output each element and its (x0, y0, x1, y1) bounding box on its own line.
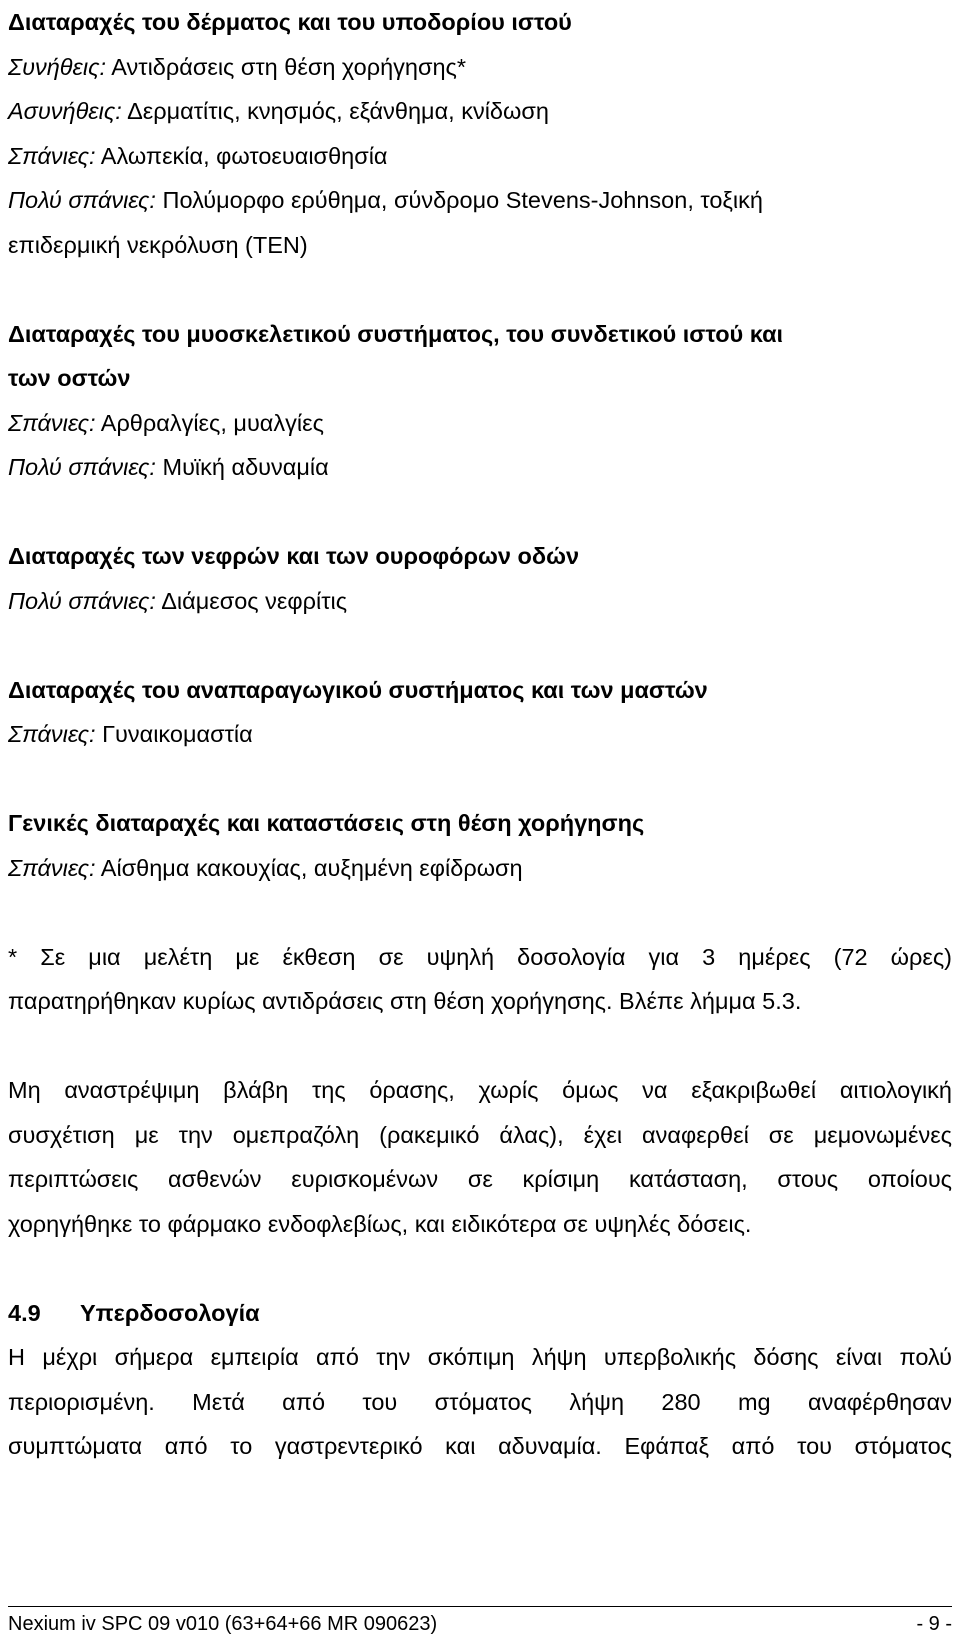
section-heading-overdose (8, 1291, 952, 1336)
frequency-label: Σπάνιες: (8, 721, 96, 747)
paragraph-line: Μη αναστρέψιμη βλάβη της όρασης, χωρίς όμως να εξακριβωθεί αιτιολογική (8, 1077, 952, 1103)
page-footer (8, 1606, 952, 1637)
section-heading-reproductive: Διαταραχές του αναπαραγωγικού συστήματος και των μαστών (8, 676, 708, 703)
document-body (8, 0, 952, 1469)
reaction-text: Γυναικομαστία (102, 721, 253, 747)
footnote-line: * Σε μια μελέτη με έκθεση σε υψηλή δοσολογία για 3 ημέρες (72 ώρες) (8, 943, 952, 970)
page-number: - 9 - (916, 1613, 952, 1635)
document-id: Nexium iv SPC 09 v010 (63+64+66 MR 090623) (8, 1613, 438, 1635)
skin-uncommon (8, 89, 952, 134)
section-number: 4.9 (8, 1299, 41, 1326)
section-heading-general: Γενικές διαταραχές και καταστάσεις στη θέση χορήγησης (8, 810, 645, 836)
skin-very-rare-cont: επιδερμική νεκρόλυση (ΤΕΝ) (8, 231, 308, 258)
paragraph-line: Η μέχρι σήμερα εμπειρία από την σκόπιμη λήψη υπερβολικής δόσης είναι πολύ (8, 1344, 952, 1370)
frequency-label: Πολύ σπάνιες: (8, 587, 156, 614)
paragraph-line: περιπτώσεις ασθενών ευρισκομένων σε κρίσιμη κατάσταση, στους οποίους (8, 1166, 952, 1192)
frequency-label: Πολύ σπάνιες: (8, 187, 156, 213)
skin-rare (8, 134, 952, 179)
skin-common (8, 45, 952, 90)
reaction-text: Αλωπεκία, φωτοευαισθησία (100, 142, 388, 169)
reaction-text: Αρθραλγίες, μυαλγίες (100, 409, 324, 436)
paragraph-line: συσχέτιση με την ομεπραζόλη (ρακεμικό άλας), έχει αναφερθεί σε μεμονωμένες (8, 1121, 952, 1148)
reaction-text: Αντιδράσεις στη θέση χορήγησης* (111, 53, 466, 80)
reproductive-rare (8, 712, 952, 757)
frequency-label: Ασυνήθεις: (8, 98, 122, 124)
general-rare (8, 846, 952, 891)
musculo-rare (8, 401, 952, 446)
footnote-line: παρατηρήθηκαν κυρίως αντιδράσεις στη θέση χορήγησης. Βλέπε λήμμα 5.3. (8, 988, 802, 1014)
reaction-text: Διάμεσος νεφρίτις (161, 587, 348, 614)
frequency-label: Σπάνιες: (8, 409, 96, 436)
section-heading-musculo-cont: των οστών (8, 365, 131, 391)
section-heading-musculo: Διαταραχές του μυοσκελετικού συστήματος, του συνδετικού ιστού και (8, 320, 784, 347)
paragraph-line: χορηγήθηκε το φάρμακο ενδοφλεβίως, και ειδικότερα σε υψηλές δόσεις. (8, 1210, 752, 1237)
reaction-text: Αίσθημα κακουχίας, αυξημένη εφίδρωση (100, 854, 523, 881)
musculo-very-rare (8, 445, 952, 490)
paragraph-line: συμπτώματα από το γαστρεντερικό και αδυναμία. Εφάπαξ από του στόματος (8, 1433, 952, 1459)
renal-very-rare (8, 579, 952, 624)
section-heading-skin: Διαταραχές του δέρματος και του υποδορίου ιστού (8, 9, 572, 35)
frequency-label: Σπάνιες: (8, 142, 96, 169)
frequency-label: Σπάνιες: (8, 854, 96, 881)
section-title: Υπερδοσολογία (80, 1299, 260, 1326)
paragraph-line: περιορισμένη. Μετά από του στόματος λήψη 280 mg αναφέρθησαν (8, 1388, 952, 1415)
section-heading-renal: Διαταραχές των νεφρών και των ουροφόρων οδών (8, 543, 580, 569)
skin-very-rare (8, 178, 952, 223)
reaction-text: Πολύμορφο ερύθημα, σύνδρομο Stevens-Johnson, τοξική (162, 187, 763, 213)
reaction-text: Μυϊκή αδυναμία (162, 454, 329, 480)
reaction-text: Δερματίτις, κνησμός, εξάνθημα, κνίδωση (127, 98, 549, 124)
frequency-label: Πολύ σπάνιες: (8, 454, 156, 480)
frequency-label: Συνήθεις: (8, 53, 107, 80)
